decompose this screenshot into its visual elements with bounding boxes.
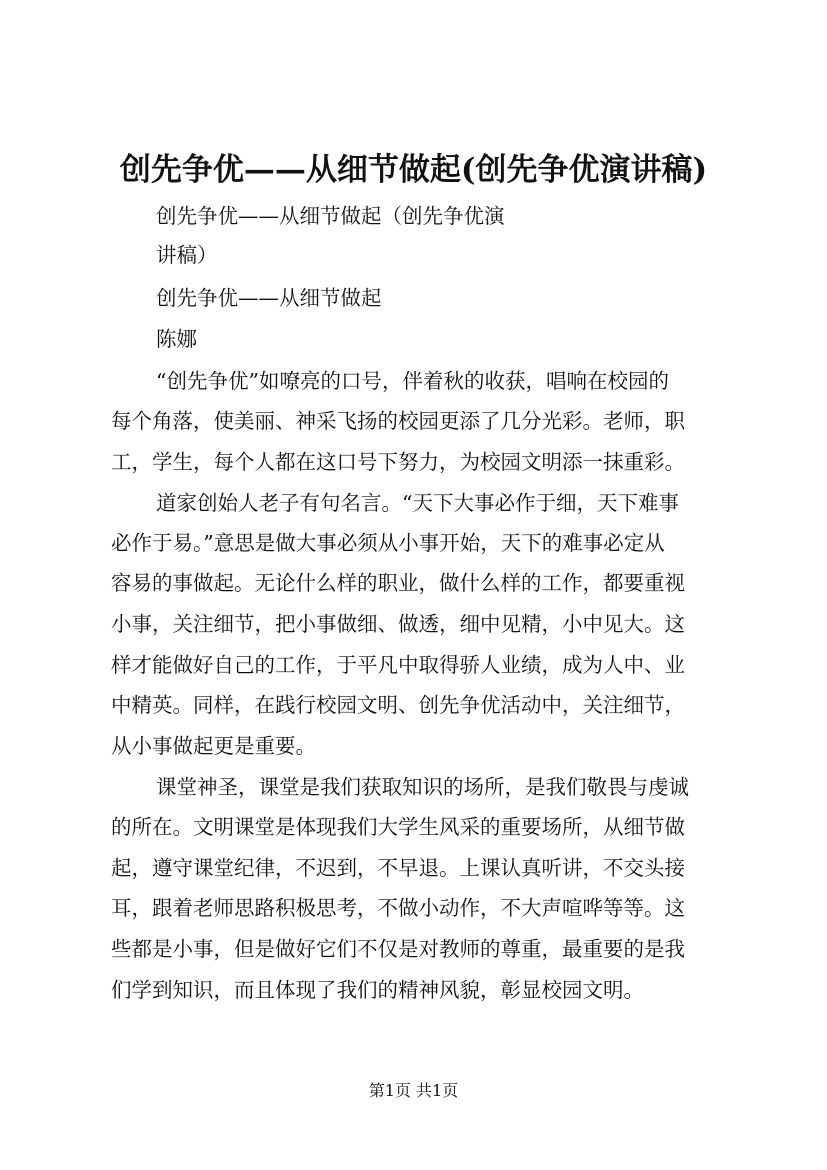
paragraph-line: 们学到知识，而且体现了我们的精神风貌，彰显校园文明。 xyxy=(111,978,644,1002)
paragraph-line: 课堂神圣，课堂是我们获取知识的场所，是我们敬畏与虔诚 xyxy=(156,775,689,799)
speech-heading: 创先争优——从细节做起 xyxy=(156,286,382,310)
paragraph-line: 每个角落，使美丽、神采飞扬的校园更添了几分光彩。老师，职 xyxy=(111,409,685,433)
subtitle-line: 创先争优——从细节做起（创先争优演 xyxy=(156,204,505,228)
author-name: 陈娜 xyxy=(156,327,197,351)
paragraph-line: 容易的事做起。无论什么样的职业，做什么样的工作，都要重视 xyxy=(111,571,685,595)
paragraph-line: 中精英。同样，在践行校园文明、创先争优活动中，关注细节， xyxy=(111,693,685,717)
paragraph-line: “创先争优”如嘹亮的口号，伴着秋的收获，唱响在校园的 xyxy=(156,369,669,393)
paragraph-line: 道家创始人老子有句名言。“天下大事必作于细，天下难事 xyxy=(156,491,679,515)
paragraph-line: 从小事做起更是重要。 xyxy=(111,734,316,758)
paragraph-line: 工，学生，每个人都在这口号下努力，为校园文明添一抹重彩。 xyxy=(111,450,685,474)
paragraph-line: 的所在。文明课堂是体现我们大学生风采的重要场所，从细节做 xyxy=(111,815,685,839)
paragraph-line: 起，遵守课堂纪律，不迟到，不早退。上课认真听讲，不交头接 xyxy=(111,856,685,880)
page-footer: 第1页 共1页 xyxy=(368,1081,459,1100)
paragraph-line: 耳，跟着老师思路积极思考，不做小动作，不大声喧哗等等。这 xyxy=(111,896,685,920)
paragraph-line: 些都是小事，但是做好它们不仅是对教师的尊重，最重要的是我 xyxy=(111,937,685,961)
paragraph-line: 必作于易。”意思是做大事必须从小事开始，天下的难事必定从 xyxy=(111,531,665,555)
paragraph-line: 样才能做好自己的工作，于平凡中取得骄人业绩，成为人中、业 xyxy=(111,653,685,677)
document-title: 创先争优——从细节做起(创先争优演讲稿) xyxy=(119,152,708,188)
paragraph-line: 小事，关注细节，把小事做细、做透，细中见精，小中见大。这 xyxy=(111,612,685,636)
subtitle-line: 讲稿） xyxy=(156,243,218,267)
